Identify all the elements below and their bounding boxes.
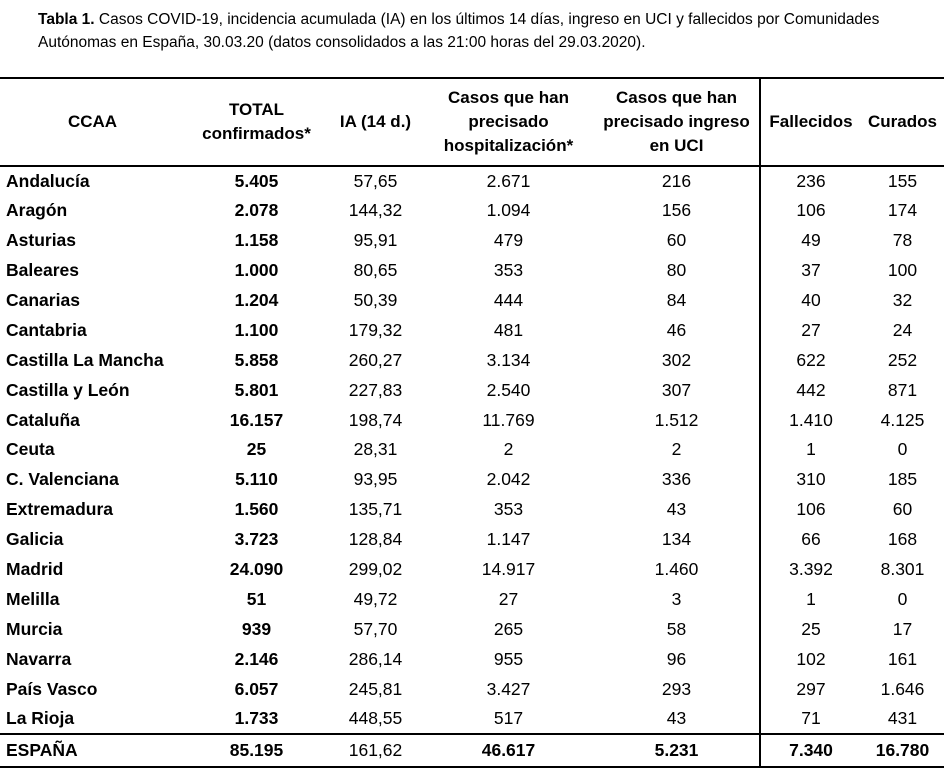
table-row <box>0 196 944 226</box>
cell-total: 5.110 <box>235 469 278 490</box>
cell-curados: 32 <box>892 290 913 310</box>
cell-curados: 431 <box>887 707 918 728</box>
cell-total: 3.723 <box>234 529 279 550</box>
table-row <box>0 435 944 465</box>
cell-ccaa: La Rioja <box>6 707 75 728</box>
cell-ccaa: País Vasco <box>6 678 98 699</box>
cell-fallecidos: 49 <box>760 226 861 256</box>
header-hospitalizacion: Casos que han precisado hospitalización* <box>443 88 574 155</box>
header-total: TOTAL confirmados* <box>202 100 311 143</box>
cell-ia: 299,02 <box>348 559 403 580</box>
cell-uci: 46 <box>666 319 687 340</box>
table-caption <box>38 8 928 54</box>
table-row <box>0 375 944 405</box>
covid-table <box>0 77 944 768</box>
total-fallecidos: 7.340 <box>760 734 861 767</box>
cell-total: 51 <box>246 588 267 609</box>
header-row <box>0 78 944 166</box>
cell-uci: 307 <box>661 379 692 400</box>
cell-total: 1.100 <box>234 319 279 340</box>
cell-total: 939 <box>241 618 272 639</box>
cell-ccaa: Asturias <box>6 230 77 251</box>
cell-total: 5.858 <box>234 349 279 370</box>
cell-uci: 156 <box>661 200 692 221</box>
cell-uci: 293 <box>661 678 692 699</box>
header-ia: IA (14 d.) <box>339 112 412 131</box>
cell-ccaa: Cantabria <box>6 319 87 340</box>
cell-hospitalizacion: 265 <box>493 618 524 639</box>
cell-uci: 60 <box>666 230 687 251</box>
table-row <box>0 704 944 734</box>
cell-curados: 0 <box>897 588 908 609</box>
cell-uci: 58 <box>666 618 687 639</box>
cell-ia: 49,72 <box>353 588 398 609</box>
cell-ccaa: Murcia <box>6 618 63 639</box>
caption-text: Casos COVID-19, incidencia acumulada (IA) en los últimos 14 días, ingreso en UCI y fallecidos por Comunidades Autónomas en España, 30.03.20 (datos consolidados a las 21:00 horas del 29.03.2020). <box>38 11 880 51</box>
cell-hospitalizacion: 481 <box>493 319 524 340</box>
header-curados: Curados <box>868 112 937 131</box>
total-uci: 5.231 <box>654 739 699 760</box>
cell-ia: 144,32 <box>348 200 403 221</box>
cell-hospitalizacion: 14.917 <box>481 559 536 580</box>
cell-fallecidos: 25 <box>760 614 861 644</box>
cell-ia: 28,31 <box>353 439 398 460</box>
table-row <box>0 286 944 316</box>
cell-curados: 4.125 <box>880 409 925 430</box>
cell-fallecidos: 37 <box>760 256 861 286</box>
cell-hospitalizacion: 2.540 <box>486 379 531 400</box>
cell-ccaa: Madrid <box>6 559 64 580</box>
cell-fallecidos: 106 <box>760 495 861 525</box>
total-hospitalizacion: 46.617 <box>481 739 536 760</box>
cell-ccaa: Navarra <box>6 648 72 669</box>
cell-curados: 60 <box>892 499 913 520</box>
cell-hospitalizacion: 2.042 <box>486 469 531 490</box>
cell-total: 1.000 <box>234 260 279 281</box>
cell-fallecidos: 1 <box>760 584 861 614</box>
cell-uci: 134 <box>661 529 692 550</box>
table-row <box>0 166 944 196</box>
table-row <box>0 495 944 525</box>
cell-uci: 302 <box>661 349 692 370</box>
cell-curados: 871 <box>887 379 918 400</box>
table-row <box>0 465 944 495</box>
cell-ia: 95,91 <box>353 230 398 251</box>
header-fallecidos: Fallecidos <box>760 78 861 166</box>
total-row <box>0 734 944 767</box>
cell-ccaa: Galicia <box>6 529 64 550</box>
table-row <box>0 644 944 674</box>
cell-hospitalizacion: 353 <box>493 260 524 281</box>
cell-total: 24.090 <box>229 559 284 580</box>
cell-fallecidos: 1 <box>760 435 861 465</box>
cell-total: 1.733 <box>234 707 279 728</box>
cell-curados: 185 <box>887 469 918 490</box>
cell-ccaa: Melilla <box>6 588 60 609</box>
cell-ia: 198,74 <box>348 409 403 430</box>
total-curados: 16.780 <box>875 739 930 760</box>
cell-uci: 84 <box>666 290 687 310</box>
cell-uci: 2 <box>671 439 682 460</box>
cell-ia: 245,81 <box>348 678 403 699</box>
table-row <box>0 614 944 644</box>
cell-ccaa: Aragón <box>6 200 68 221</box>
cell-total: 6.057 <box>234 678 279 699</box>
cell-fallecidos: 27 <box>760 315 861 345</box>
cell-hospitalizacion: 444 <box>493 290 524 310</box>
cell-fallecidos: 102 <box>760 644 861 674</box>
cell-hospitalizacion: 955 <box>493 648 524 669</box>
total-ccaa: ESPAÑA <box>6 739 78 760</box>
cell-uci: 336 <box>661 469 692 490</box>
cell-total: 1.158 <box>234 230 279 251</box>
table-row <box>0 315 944 345</box>
cell-hospitalizacion: 517 <box>493 707 524 728</box>
cell-ccaa: Extremadura <box>6 499 113 520</box>
cell-ia: 50,39 <box>353 290 398 310</box>
cell-ia: 135,71 <box>348 499 403 520</box>
table-row <box>0 256 944 286</box>
cell-hospitalizacion: 353 <box>493 499 524 520</box>
cell-ccaa: Canarias <box>6 290 80 310</box>
cell-ccaa: C. Valenciana <box>6 469 119 490</box>
cell-fallecidos: 442 <box>760 375 861 405</box>
cell-uci: 216 <box>661 170 692 191</box>
caption-label: Tabla 1. <box>38 11 95 28</box>
cell-uci: 3 <box>671 588 682 609</box>
cell-ccaa: Andalucía <box>6 170 90 191</box>
cell-total: 2.078 <box>234 200 279 221</box>
cell-uci: 43 <box>666 499 687 520</box>
cell-hospitalizacion: 2 <box>503 439 514 460</box>
table-row <box>0 345 944 375</box>
cell-total: 5.801 <box>234 379 279 400</box>
cell-curados: 100 <box>887 260 918 281</box>
cell-hospitalizacion: 1.147 <box>486 529 531 550</box>
cell-ia: 80,65 <box>353 260 398 281</box>
cell-fallecidos: 297 <box>760 674 861 704</box>
header-ccaa: CCAA <box>67 112 118 131</box>
cell-curados: 8.301 <box>880 559 925 580</box>
cell-curados: 0 <box>897 439 908 460</box>
cell-uci: 43 <box>666 707 687 728</box>
cell-fallecidos: 1.410 <box>760 405 861 435</box>
cell-curados: 174 <box>887 200 918 221</box>
cell-total: 1.204 <box>234 290 279 310</box>
cell-fallecidos: 71 <box>760 704 861 734</box>
cell-ia: 179,32 <box>348 319 403 340</box>
cell-fallecidos: 236 <box>760 166 861 196</box>
table-row <box>0 555 944 585</box>
cell-ia: 128,84 <box>348 529 403 550</box>
cell-fallecidos: 310 <box>760 465 861 495</box>
cell-hospitalizacion: 2.671 <box>486 170 531 191</box>
cell-curados: 155 <box>887 170 918 191</box>
cell-hospitalizacion: 3.427 <box>486 678 531 699</box>
cell-curados: 168 <box>887 529 918 550</box>
cell-ccaa: Castilla y León <box>6 379 130 400</box>
cell-curados: 252 <box>887 349 918 370</box>
cell-curados: 1.646 <box>880 678 925 699</box>
cell-ia: 286,14 <box>348 648 403 669</box>
table-row <box>0 525 944 555</box>
cell-ia: 260,27 <box>348 349 403 370</box>
cell-total: 1.560 <box>234 499 279 520</box>
cell-fallecidos: 3.392 <box>760 555 861 585</box>
cell-ccaa: Castilla La Mancha <box>6 349 164 370</box>
cell-uci: 80 <box>666 260 687 281</box>
cell-uci: 96 <box>666 648 687 669</box>
cell-ia: 448,55 <box>348 707 403 728</box>
cell-fallecidos: 40 <box>760 286 861 316</box>
cell-total: 16.157 <box>229 409 284 430</box>
table-row <box>0 674 944 704</box>
cell-total: 5.405 <box>234 170 279 191</box>
cell-fallecidos: 66 <box>760 525 861 555</box>
table-row <box>0 226 944 256</box>
cell-hospitalizacion: 1.094 <box>486 200 531 221</box>
cell-hospitalizacion: 3.134 <box>486 349 531 370</box>
cell-total: 25 <box>246 439 267 460</box>
total-total: 85.195 <box>229 739 284 760</box>
cell-curados: 161 <box>887 648 918 669</box>
cell-ccaa: Ceuta <box>6 439 55 460</box>
table-row <box>0 584 944 614</box>
cell-total: 2.146 <box>234 648 279 669</box>
cell-curados: 17 <box>892 618 913 639</box>
cell-curados: 24 <box>892 319 913 340</box>
cell-ia: 57,70 <box>353 618 398 639</box>
cell-ia: 227,83 <box>348 379 403 400</box>
cell-hospitalizacion: 479 <box>493 230 524 251</box>
cell-ia: 57,65 <box>353 170 398 191</box>
cell-ia: 93,95 <box>353 469 398 490</box>
cell-uci: 1.512 <box>654 409 699 430</box>
cell-ccaa: Cataluña <box>6 409 80 430</box>
cell-hospitalizacion: 27 <box>498 588 519 609</box>
total-ia: 161,62 <box>348 739 403 760</box>
cell-curados: 78 <box>892 230 913 251</box>
cell-fallecidos: 622 <box>760 345 861 375</box>
cell-fallecidos: 106 <box>760 196 861 226</box>
header-uci: Casos que han precisado ingreso en UCI <box>603 88 750 155</box>
cell-hospitalizacion: 11.769 <box>482 409 535 430</box>
table-row <box>0 405 944 435</box>
cell-ccaa: Baleares <box>6 260 79 281</box>
cell-uci: 1.460 <box>654 559 699 580</box>
